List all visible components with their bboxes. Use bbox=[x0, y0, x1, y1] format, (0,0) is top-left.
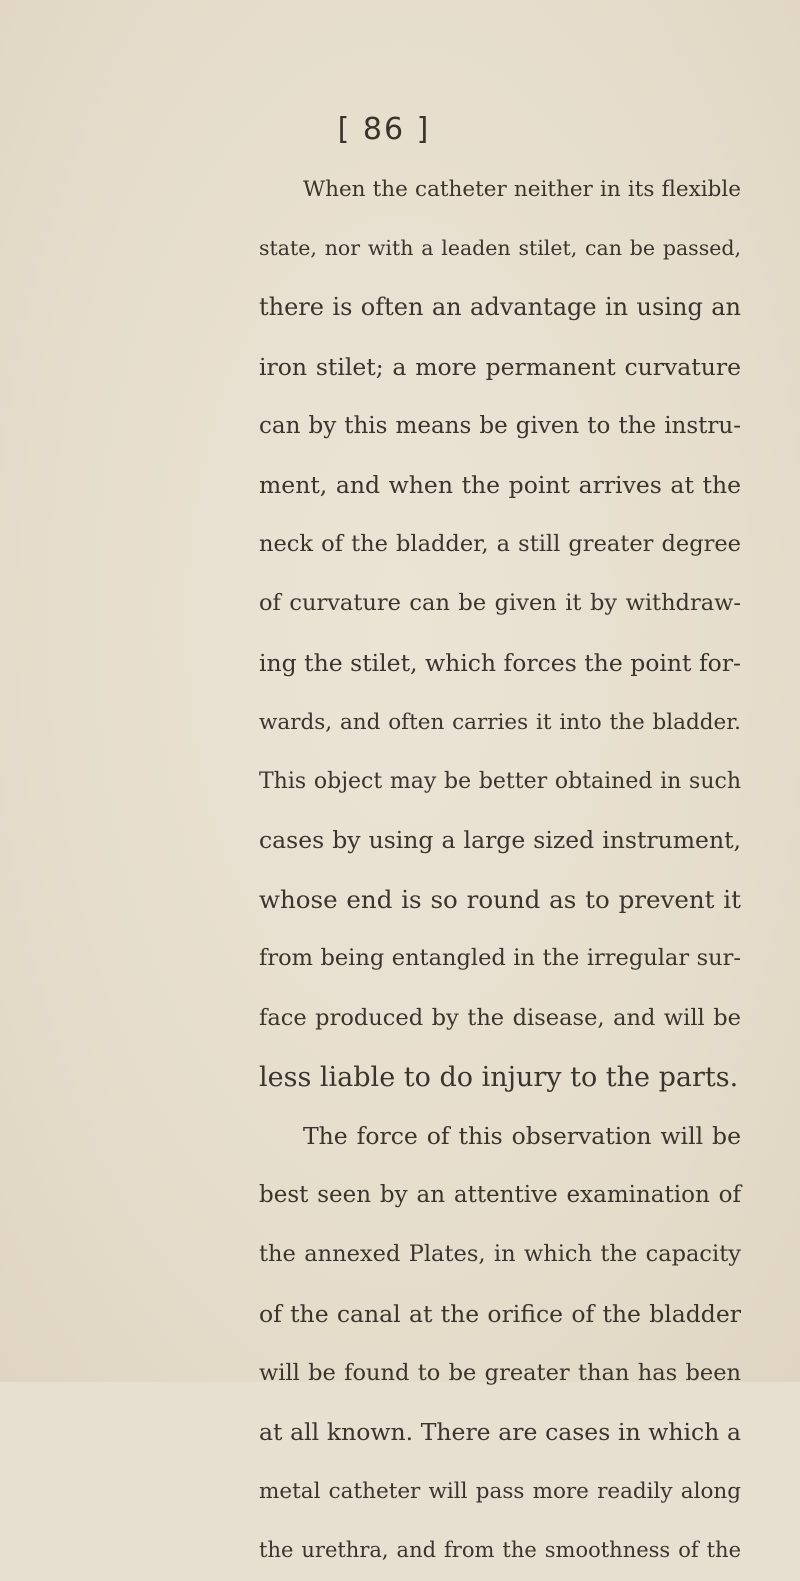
page-number: [ 86 ] bbox=[337, 112, 431, 147]
text-line: face produced by the disease, and will be bbox=[259, 1004, 741, 1031]
text-line: state, nor with a leaden stilet, can be passed, bbox=[259, 236, 741, 261]
text-line: there is often an advantage in using an bbox=[259, 293, 741, 322]
text-line: from being entangled in the irregular sur- bbox=[259, 945, 741, 972]
text-line: of the canal at the orifice of the bladder bbox=[259, 1299, 741, 1328]
text-line: ment, and when the point arrives at the bbox=[259, 470, 741, 499]
text-line: wards, and often carries it into the bladder. bbox=[259, 709, 741, 735]
text-line: of curvature can be given it by withdraw- bbox=[259, 590, 741, 617]
text-line: the annexed Plates, in which the capacity bbox=[259, 1241, 741, 1268]
text-line: whose end is so round as to prevent it bbox=[259, 885, 741, 915]
text-line: When the catheter neither in its flexible bbox=[303, 177, 741, 202]
text-line: at all known. There are cases in which a bbox=[259, 1417, 741, 1446]
text-line: The force of this observation will be bbox=[303, 1122, 741, 1150]
text-line: cases by using a large sized instrument, bbox=[259, 826, 741, 855]
text-line: the urethra, and from the smoothness of the bbox=[259, 1538, 741, 1563]
text-line: iron stilet; a more permanent curvature bbox=[259, 352, 741, 381]
text-line: This object may be better obtained in such bbox=[259, 768, 741, 794]
text-line: will be found to be greater than has been bbox=[259, 1359, 741, 1386]
text-line: less liable to do injury to the parts. bbox=[259, 1061, 739, 1093]
text-line: best seen by an attentive examination of bbox=[259, 1182, 741, 1209]
text-line: ing the stilet, which forces the point for- bbox=[259, 648, 741, 677]
text-line: neck of the bladder, a still greater degree bbox=[259, 531, 741, 558]
body-text bbox=[259, 160, 741, 1581]
text-line: can by this means be given to the instru- bbox=[259, 412, 741, 439]
text-line: metal catheter will pass more readily along bbox=[259, 1479, 741, 1505]
